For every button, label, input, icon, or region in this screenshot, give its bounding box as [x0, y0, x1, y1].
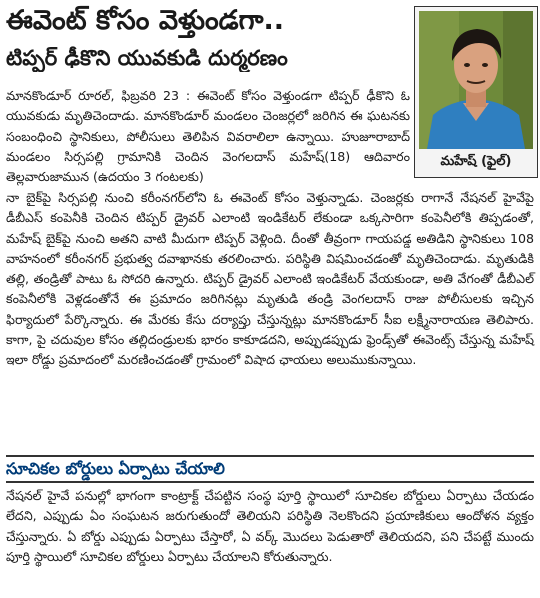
section-heading: సూచికల బోర్డులు ఏర్పాటు చేయాలి [6, 455, 534, 483]
article-bottom-paragraph: నేషనల్ హైవే పనుల్లో భాగంగా కాంట్రాక్ట్ చేపట్టిన సంస్థ పూర్తి స్థాయిలో సూచికల బోర్డులు ఏర్పాటు చేయడం లేదని, ఎప్పుడు ఏం సంఘటన జరుగుతుందో తెలియని పరిస్థితి నెలకొందని ప్రయాణికులు ఆందోళన వ్యక్తం చేస్తున్నారు. ఏ బోర్డు ఎప్పుడు ఏర్పాటు చేస్తారో, ఏ వర్క్ మొదలు పెడుతారో తెలియదని, పని చేపట్టే ముందు పూర్తి స్థాయిలో సూచికల బోర్డులు ఏర్పాటు చేయాలని కోరుతున్నారు. [6, 488, 534, 564]
photo-box [414, 6, 538, 178]
headline: ఈవెంట్ కోసం వెళ్తుండగా.. [6, 5, 284, 36]
portrait-photo-icon [419, 11, 533, 149]
photo-caption: మహేష్ (ఫైల్) [440, 154, 512, 169]
subheadline: టిప్పర్ ఢీకొని యువకుడి దుర్మరణం [6, 46, 288, 70]
article-main-paragraph: నా బైక్‌పై సిర్సపల్లి నుంచి కరీంనగర్‌లోని ఓ ఈవెంట్ కోసం వెళ్తున్నాడు. చెంజర్లకు రాగానే నేషనల్ హైవేపై డీబీఎస్ కంపెనీకి చెందిన టిప్పర్ డ్రైవర్ ఎలాంటి ఇండికేటర్ లేకుండా ఒక్కసారిగా కంపెనీలోకి తిప్పడంతో, మహేష్ బైక్‌పై నుంచి అతని వాటి మీదుగా టిప్పర్ వెళ్లింది. దీంతో తీవ్రంగా గాయపడ్డ అతిడిని స్థానికులు 108 వాహనంలో కరీంనగర్ ప్రభుత్వ దవాఖానకు తరలించారు. పరిస్థితి విషమించడంతో మృతిచెందాడు. మృతుడికి తల్లి, తండ్రితో పాటు ఓ సోదరి ఉన్నారు. టిప్పర్ డ్రైవర్ ఎలాంటి ఇండికేటర్ వేయకుండా, అతి వేగంతో డీబీఎల్ కంపెనీలోకి వెళ్లడంతోనే ఈ ప్రమాదం జరిగినట్లు మృతుడి తండ్రి వెంగలదాస్ రాజు పోలీసులకు ఇచ్చిన ఫిర్యాదులో పేర్కొన్నారు. ఈ మేరకు కేసు దర్యాప్తు చేస్తున్నట్లు మానకొండూర్ సీఐ లక్ష్మీనారాయణ తెలిపారు. కాగా, పై చదువుల కోసం తల్లిదండ్రులకు భారం కాకూడదని, అప్పుడప్పుడు ఫ్రెండ్స్‌తో ఈవెంట్స్ చేస్తున్న మహేష్ ఇలా రోడ్డు ప్రమాదంలో మరణించడంతో గ్రామంలో విషాద ఛాయలు అలుముకున్నాయి. [6, 190, 534, 368]
portrait-photo [419, 11, 533, 149]
article-intro-paragraph: మానకొండూర్ రూరల్, ఫిబ్రవరి 23 : ఈవెంట్ కోసం వెళ్తుండగా టిప్పర్ ఢీకొని ఓ యువకుడు మృతిచెందాడు. మానకొండూర్ మండలం చెంజర్లలో జరిగిన ఈ ఘటనకు సంబంధించి స్థానికులు, పోలీసులు తెలిపిన వివరాలిలా ఉన్నాయి. హుజూరాబాద్ మండలం సిర్సపల్లి గ్రామానికి చెందిన వెంగలదాస్ మహేష్(18) ఆదివారం తెల్లవారుజామున (ఉదయం 3 గంటలకు) [6, 88, 410, 185]
